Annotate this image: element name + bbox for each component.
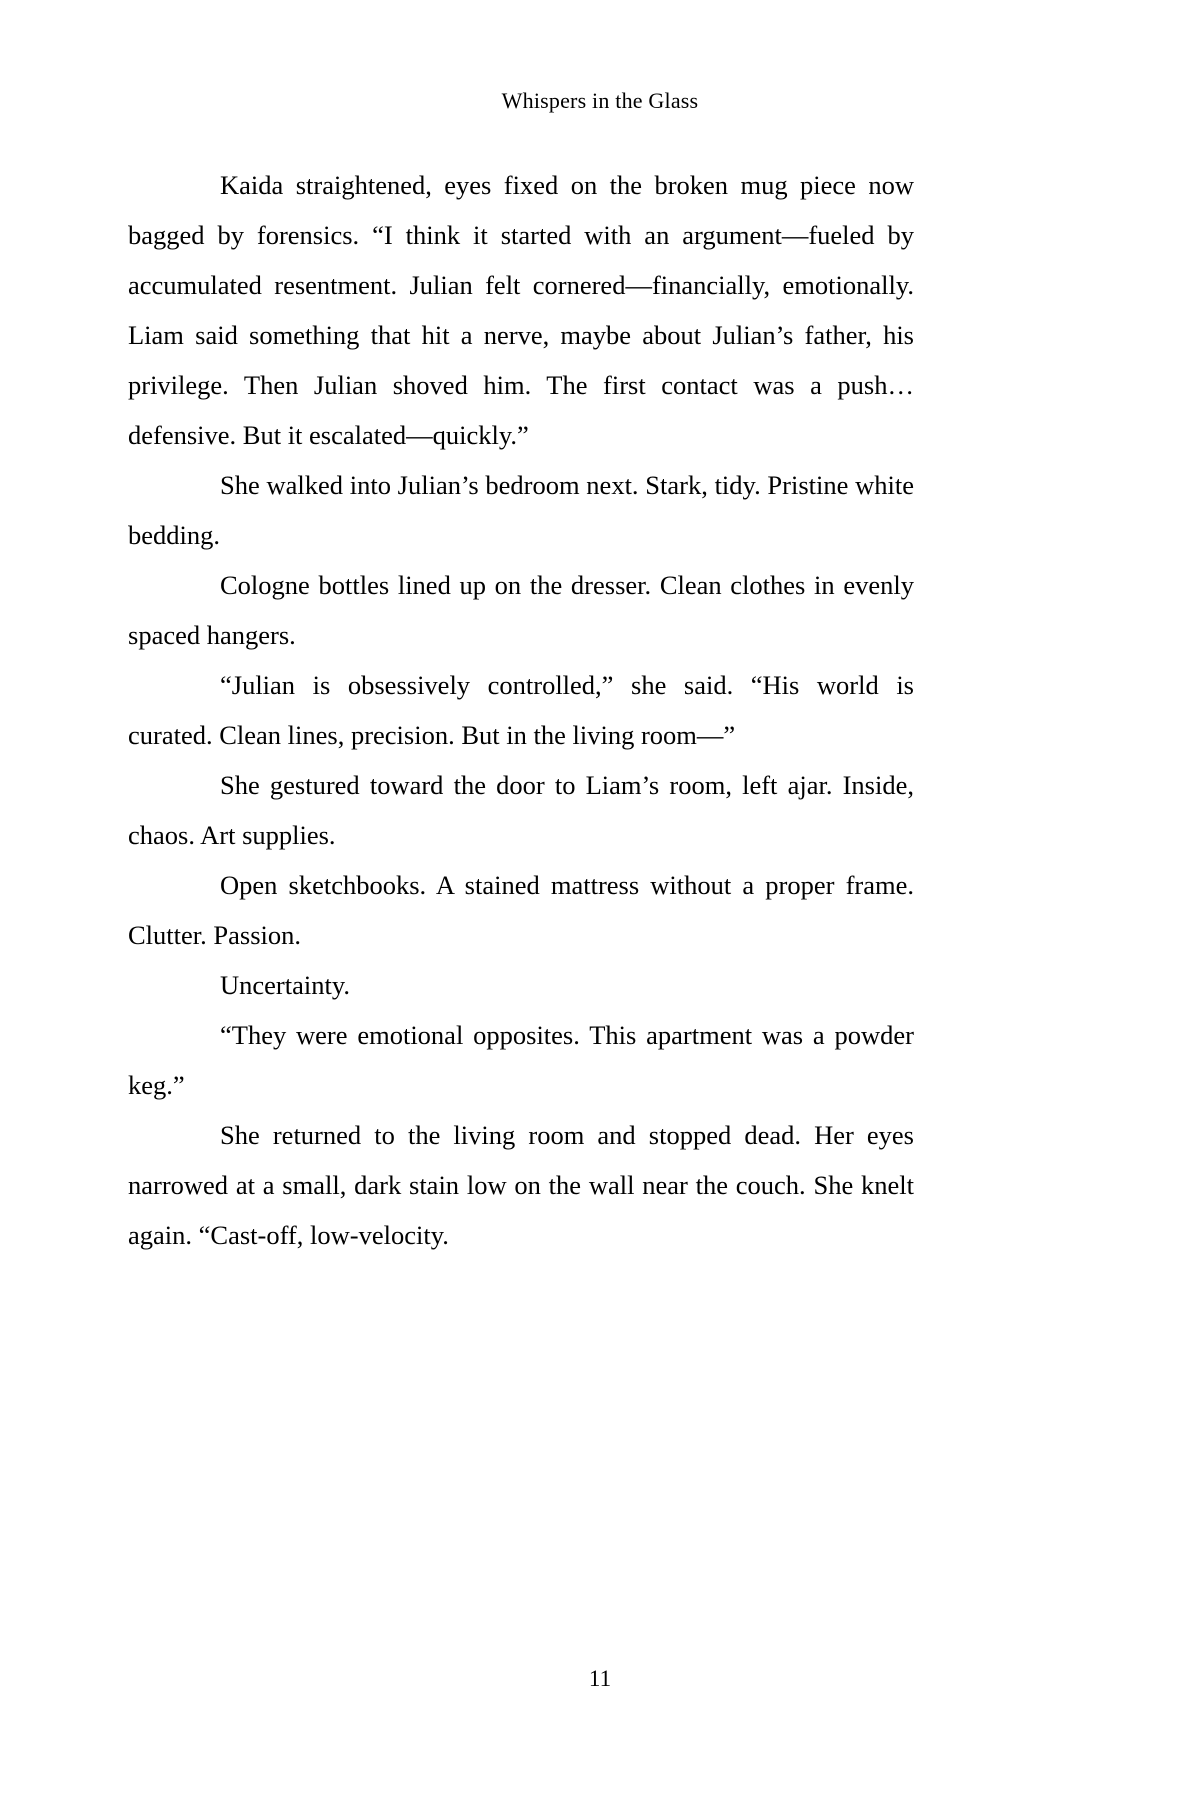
paragraph: Open sketchbooks. A stained mattress without a proper frame. Clutter. Passion.: [128, 870, 914, 950]
paragraph: She walked into Julian’s bedroom next. Stark, tidy. Pristine white bedding.: [128, 470, 914, 550]
paragraph: “Julian is obsessively controlled,” she said. “His world is curated. Clean lines, precision. But in the living room—”: [128, 670, 914, 750]
paragraph: Uncertainty.: [220, 970, 350, 1000]
paragraph: Kaida straightened, eyes fixed on the broken mug piece now bagged by forensics. “I think it started with an argument—fueled by accumulated resentment. Julian felt cornered—financially, emotionally. Liam said something that hit a nerve, maybe about Julian’s father, his privilege. Then Julian shoved him. The first contact was a push… defensive. But it escalated—quickly.”: [128, 170, 914, 450]
body-text-block: [128, 160, 914, 1260]
paragraph: Cologne bottles lined up on the dresser. Clean clothes in evenly spaced hangers.: [128, 570, 914, 650]
paragraph: She gestured toward the door to Liam’s room, left ajar. Inside, chaos. Art supplies.: [128, 770, 914, 850]
running-header: Whispers in the Glass: [501, 88, 699, 113]
page-number: 11: [588, 1666, 612, 1691]
paragraph: “They were emotional opposites. This apartment was a powder keg.”: [128, 1020, 914, 1100]
paragraph: She returned to the living room and stopped dead. Her eyes narrowed at a small, dark stain low on the wall near the couch. She knelt again. “Cast-off, low-velocity.: [128, 1120, 914, 1250]
